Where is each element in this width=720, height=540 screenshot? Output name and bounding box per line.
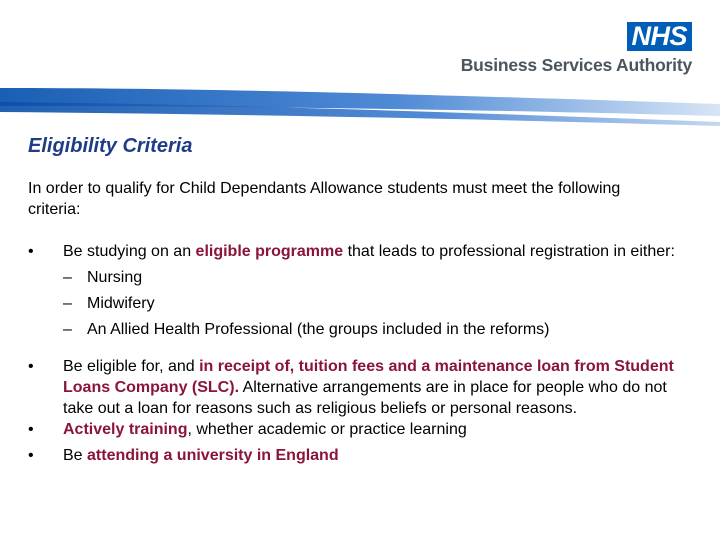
bullet-marker: • [28,421,34,438]
criteria-item-programme [28,241,698,340]
criteria-text: , whether academic or practice learning [187,421,467,438]
nhs-logo-badge: NHS [627,22,692,51]
header-swoosh-banner [0,80,720,130]
slide-title: Eligibility Criteria [28,135,193,157]
highlight-university-england: attending a university in England [87,447,339,464]
sublist-item-label: Midwifery [87,295,155,312]
criteria-text: Be eligible for, and [63,358,200,375]
criteria-item-training [28,419,698,440]
criteria-text: Be studying on an [63,243,196,260]
dash-marker: – [63,269,72,286]
sublist-item [63,293,698,314]
criteria-text: that leads to professional registration in either: [343,243,675,260]
bullet-marker: • [28,447,34,464]
highlight-actively-training: Actively training [63,421,188,438]
criteria-item-university [28,445,698,466]
highlight-tuition-loan: in receipt of, tuition fees and a maintenance loan from Student Loans Company (SLC). [63,358,674,396]
criteria-text: Alternative arrangements are in place for people who do not take out a loan for reasons such as religious beliefs or personal reasons. [63,379,667,417]
sublist-item-label: Nursing [87,269,143,286]
bullet-marker: • [28,243,34,260]
authority-name: Business Services Authority [460,55,692,75]
criteria-item-funding [28,356,698,419]
sublist-item [63,267,698,288]
nhs-bsa-logo [461,22,692,76]
dash-marker: – [63,295,72,312]
criteria-list [28,241,698,466]
criteria-text: Be [63,447,88,464]
highlight-eligible-programme: eligible programme [195,243,344,260]
sublist-item-label: An Allied Health Professional (the groups included in the reforms) [87,321,550,338]
intro-text: In order to qualify for Child Dependants Allowance students must meet the following criteria: [28,180,621,218]
sublist-item [63,319,698,340]
profession-sublist [63,267,698,340]
bullet-marker: • [28,358,34,375]
dash-marker: – [63,321,72,338]
